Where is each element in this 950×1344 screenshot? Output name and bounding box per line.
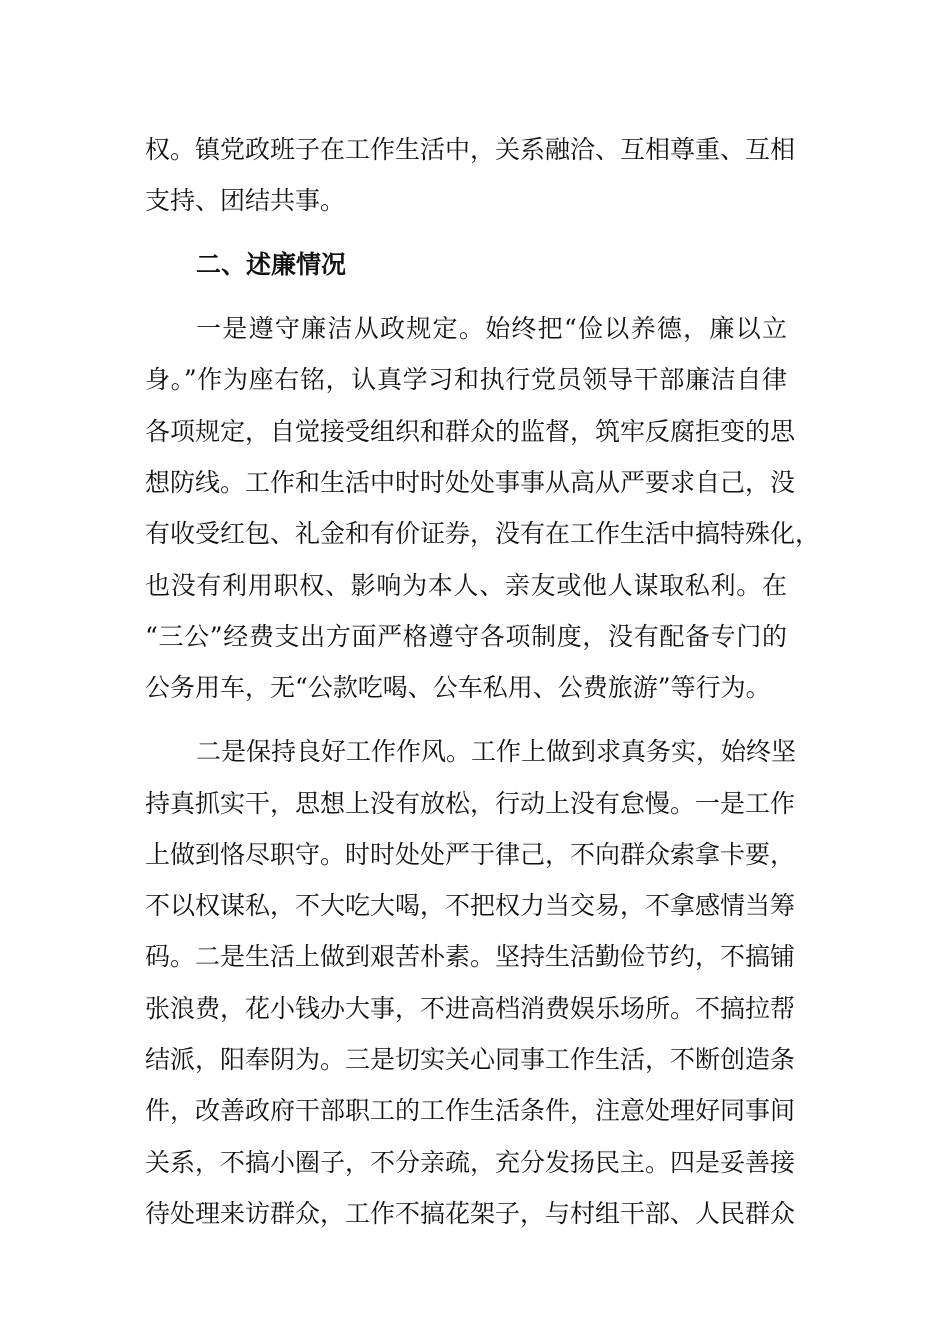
- body-line: “三公”经费支出方面严格遵守各项制度，没有配备专门的: [145, 622, 787, 651]
- body-line: 结派，阳奉阴为。三是切实关心同事工作生活，不断创造条: [145, 1045, 796, 1074]
- body-line: 权。镇党政班子在工作生活中，关系融洽、互相尊重、互相: [145, 135, 796, 164]
- body-line: 关系，不搞小圈子，不分亲疏，充分发扬民主。四是妥善接: [145, 1148, 796, 1177]
- body-line: 上做到恪尽职守。时时处处严于律己，不向群众索拿卡要，: [145, 840, 796, 869]
- body-line: 各项规定，自觉接受组织和群众的监督，筑牢反腐拒变的思: [145, 417, 796, 446]
- body-line: 张浪费，花小钱办大事，不进高档消费娱乐场所。不搞拉帮: [145, 994, 796, 1023]
- body-line: 想防线。工作和生活中时时处处事事从高从严要求自己，没: [145, 468, 796, 497]
- body-line: 件，改善政府干部职工的工作生活条件，注意处理好同事间: [145, 1096, 796, 1125]
- body-line: 有收受红包、礼金和有价证券，没有在工作生活中搞特殊化，: [145, 519, 821, 548]
- body-line: 持真抓实干，思想上没有放松，行动上没有怠慢。一是工作: [145, 789, 796, 818]
- body-line: 一是遵守廉洁从政规定。始终把“俭以养德，廉以立: [196, 314, 787, 343]
- body-line: 公务用车，无“公款吃喝、公车私用、公费旅游”等行为。: [145, 673, 771, 702]
- body-line: 不以权谋私，不大吃大喝，不把权力当交易，不拿感情当筹: [145, 891, 796, 920]
- body-line: 也没有利用职权、影响为本人、亲友或他人谋取私利。在: [145, 571, 787, 600]
- body-line: 待处理来访群众，工作不搞花架子，与村组干部、人民群众: [145, 1199, 796, 1228]
- body-line: 二是保持良好工作作风。工作上做到求真务实，始终坚: [196, 737, 797, 766]
- section-heading: 二、述廉情况: [196, 250, 347, 279]
- body-line: 身。”作为座右铭，认真学习和执行党员领导干部廉洁自律: [145, 365, 787, 394]
- body-line: 支持、团结共事。: [145, 186, 346, 215]
- body-line: 码。二是生活上做到艰苦朴素。坚持生活勤俭节约，不搞铺: [145, 942, 796, 971]
